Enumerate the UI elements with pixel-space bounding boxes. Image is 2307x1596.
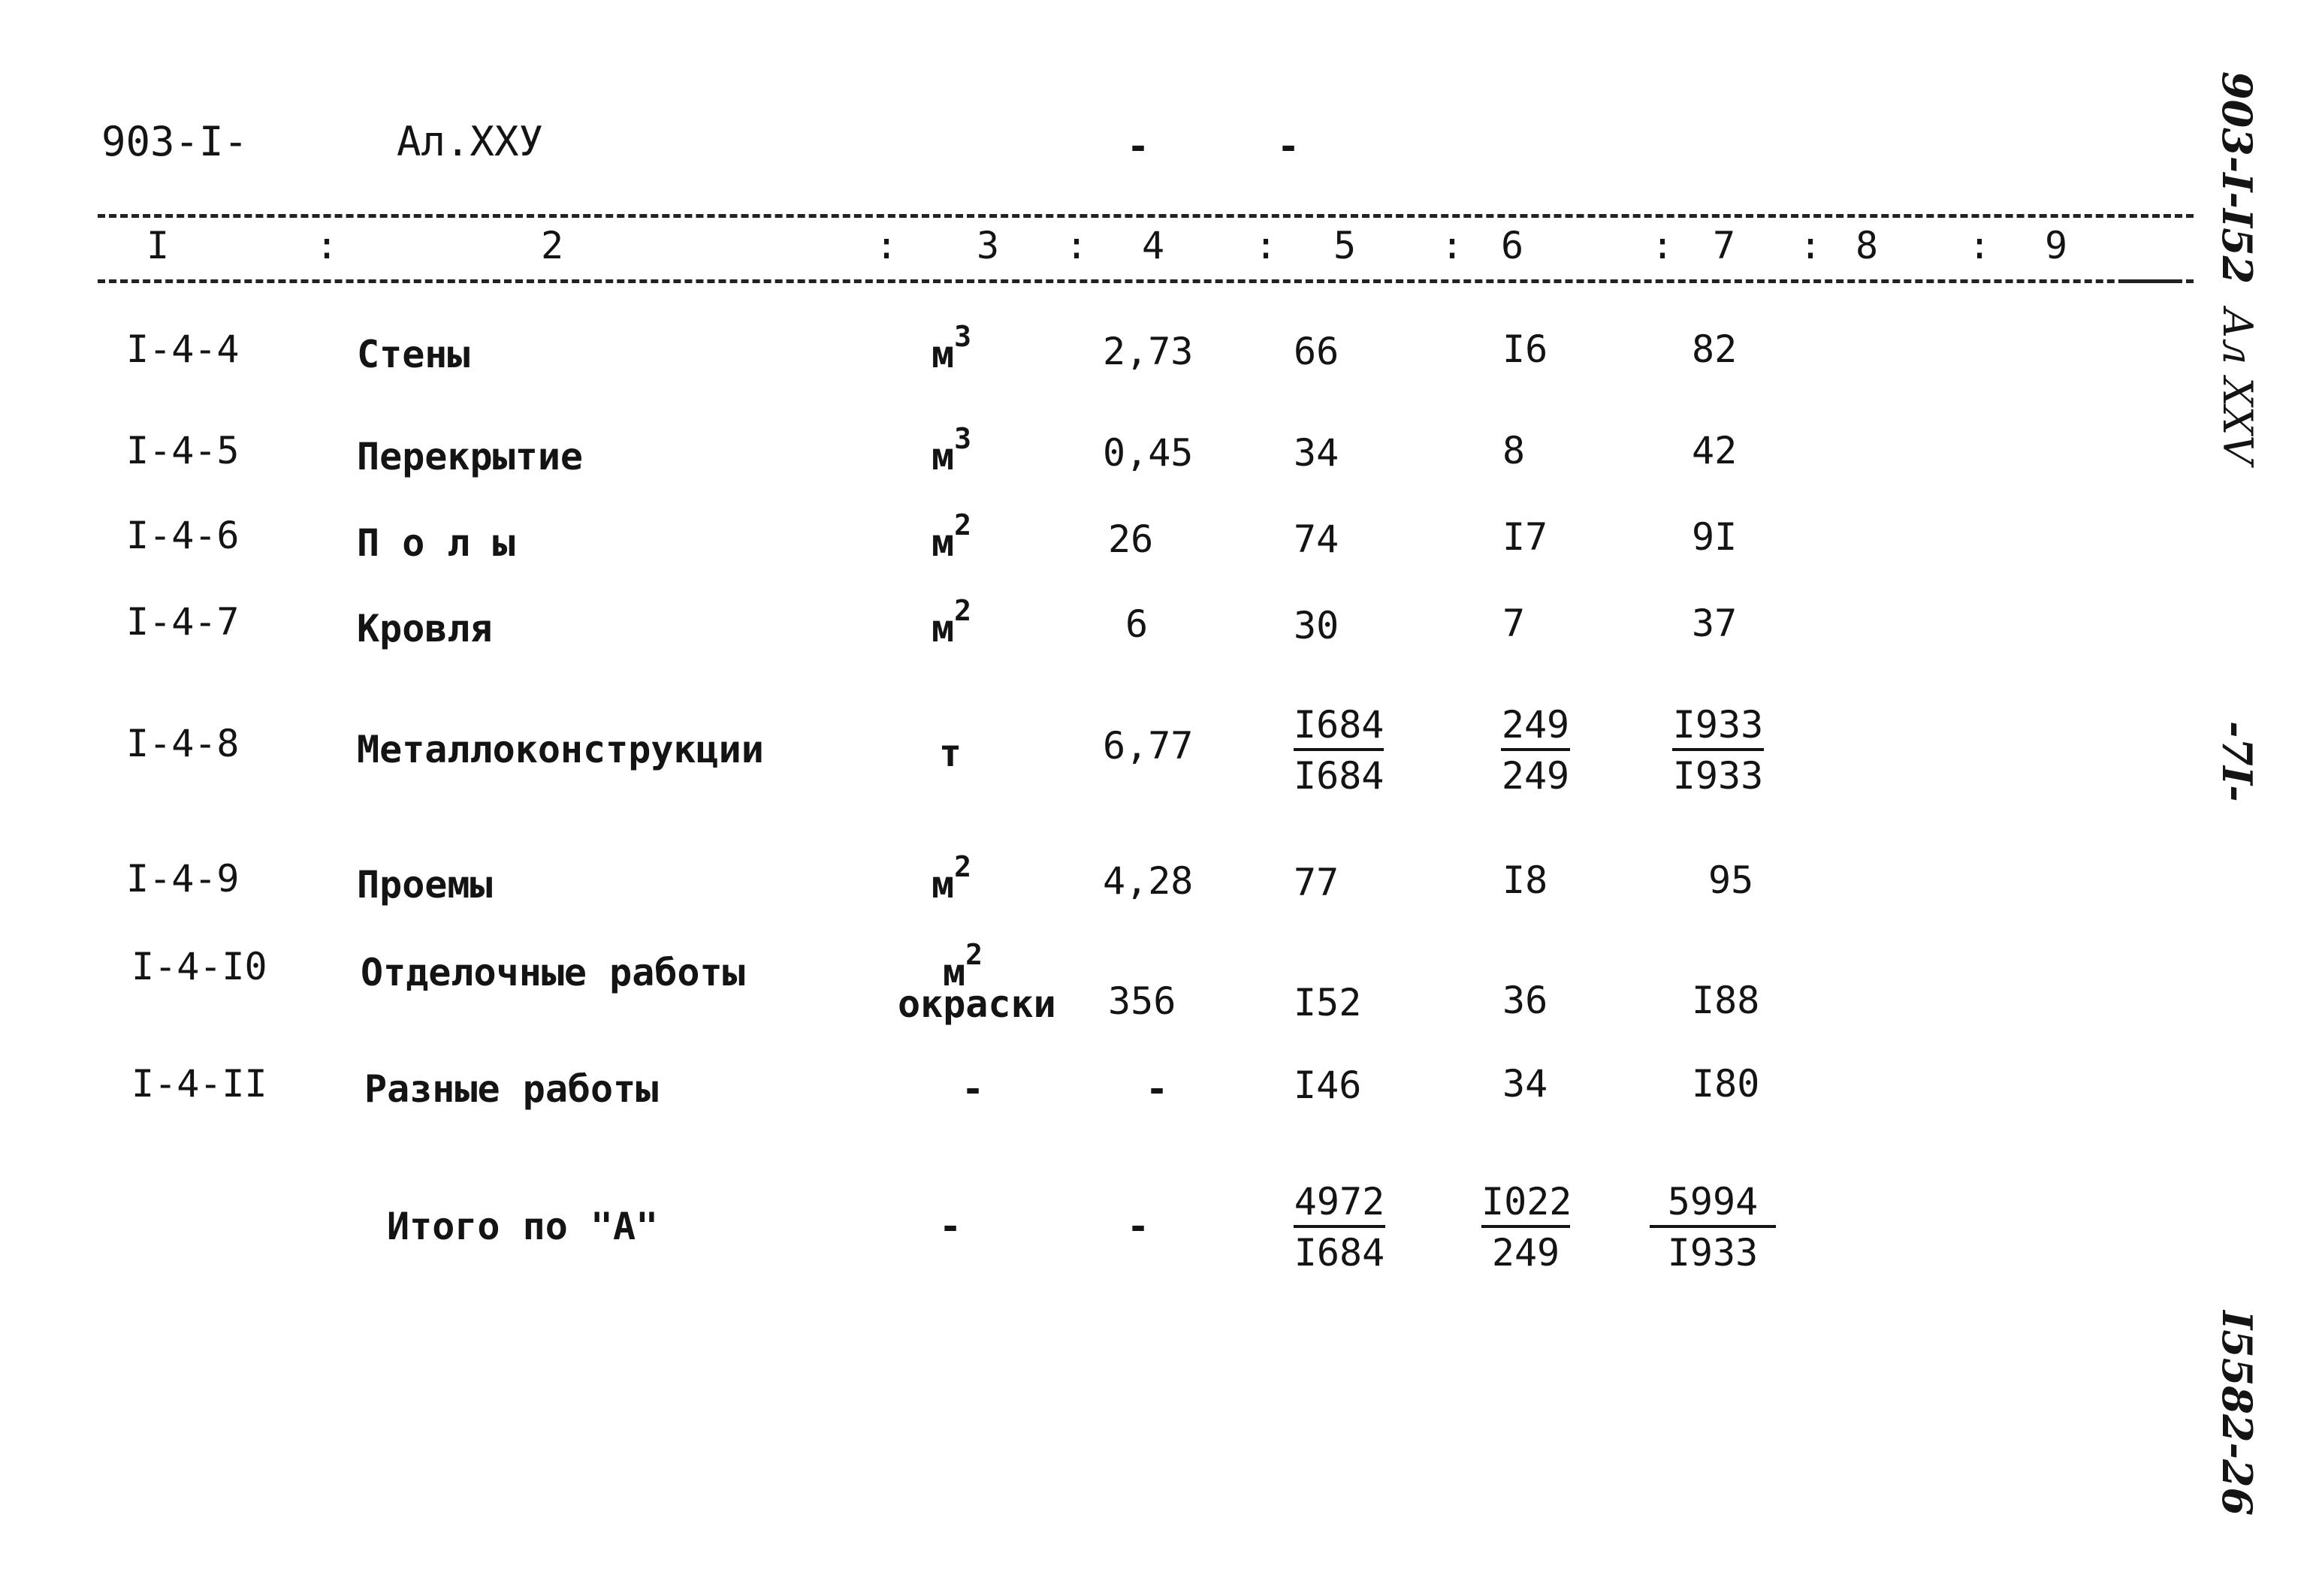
header-dash: - (1127, 125, 1150, 168)
row-unit: $м^2$ (932, 850, 971, 907)
row-col7: 42 (1692, 429, 1738, 472)
row-code: I-4-9 (126, 857, 240, 901)
row-qty: 4,28 (1103, 859, 1194, 903)
row-unit: т (939, 732, 962, 775)
header-top-rule (98, 214, 2194, 218)
row-code: I-4-II (131, 1062, 267, 1106)
row-col6: 7 (1502, 602, 1526, 645)
margin-page-number: -7I- (2213, 721, 2261, 802)
header-dash: - (1277, 125, 1300, 168)
series-number: 903-I- (101, 118, 249, 165)
row-qty: 6,77 (1103, 724, 1194, 768)
row-code: I-4-6 (126, 514, 240, 557)
row-col5: 74 (1294, 517, 1339, 561)
row-col6: I7 (1502, 515, 1548, 559)
row-col6: 34 (1502, 1062, 1548, 1106)
fraction-denominator: 249 (1501, 754, 1570, 798)
row-qty: 356 (1108, 979, 1176, 1023)
column-separator: : (1651, 224, 1674, 267)
total-unit: - (939, 1205, 962, 1248)
row-col6: 8 (1502, 429, 1526, 472)
margin-album: Ал XXV (2214, 308, 2261, 465)
fraction-numerator: I684 (1294, 706, 1384, 751)
column-separator: : (1799, 224, 1822, 267)
total-qty: - (1127, 1205, 1150, 1248)
row-name: Стены (357, 333, 470, 376)
fraction-numerator: I933 (1672, 706, 1764, 751)
row-col6: I6 (1502, 327, 1548, 371)
row-col6: I8 (1502, 858, 1548, 902)
row-unit: - (962, 1067, 985, 1111)
row-code: I-4-8 (126, 722, 240, 765)
row-name: Металлоконструкции (357, 728, 764, 771)
row-qty: - (1146, 1067, 1169, 1111)
row-col7: 82 (1692, 327, 1738, 371)
row-unit: $м^2$ (943, 938, 983, 994)
row-unit-line2: окраски (898, 982, 1056, 1026)
column-separator: : (1441, 224, 1464, 267)
row-qty: 6 (1125, 602, 1149, 646)
row-unit: $м^3$ (932, 320, 971, 376)
row-unit: $м^2$ (932, 594, 971, 650)
total-col7-fraction (1650, 1180, 1776, 1275)
total-col5-fraction (1294, 1180, 1385, 1275)
fraction-numerator: 5994 (1650, 1183, 1776, 1228)
row-col6: 36 (1502, 979, 1548, 1022)
row-name: Проемы (357, 863, 493, 907)
fraction-denominator: I933 (1672, 754, 1764, 798)
row-name: Перекрытие (357, 435, 584, 478)
row-col7: I80 (1692, 1062, 1760, 1106)
fraction-numerator: I022 (1481, 1183, 1570, 1228)
row-code: I-4-4 (126, 327, 240, 371)
fraction-numerator: 4972 (1294, 1183, 1385, 1228)
fraction-denominator: I933 (1667, 1231, 1759, 1275)
row-name: П о л ы (357, 521, 515, 565)
row-col7: 9I (1692, 515, 1738, 559)
column-header-6: 6 (1501, 224, 1524, 267)
row-col5: 30 (1294, 604, 1339, 647)
row-col5: 34 (1294, 431, 1339, 475)
row-name: Отделочные работы (361, 951, 745, 994)
fraction-numerator: 249 (1501, 706, 1570, 751)
margin-doc-code: 903-I-I52 (2213, 71, 2261, 285)
row-unit: $м^3$ (932, 422, 971, 478)
column-header-9: 9 (2045, 224, 2068, 267)
row-qty: 2,73 (1103, 330, 1194, 373)
row-col5: 66 (1294, 330, 1339, 373)
row-name: Кровля (357, 607, 493, 650)
column-header-3: 3 (977, 224, 1000, 267)
row-code: I-4-7 (126, 600, 240, 644)
album-label: Ал.XXУ (397, 118, 544, 165)
column-separator: : (316, 224, 339, 267)
column-header-1: I (146, 224, 170, 267)
total-label: Итого по "А" (387, 1205, 659, 1248)
row-col5: I46 (1294, 1063, 1362, 1107)
total-col6-fraction (1481, 1180, 1572, 1275)
column-header-7: 7 (1713, 224, 1736, 267)
fraction-denominator: I684 (1294, 754, 1385, 798)
row-col7-fraction (1672, 703, 1764, 798)
row-code: I-4-5 (126, 429, 240, 472)
column-separator: : (1968, 224, 1991, 267)
row-col7: 95 (1708, 858, 1754, 902)
row-code: I-4-I0 (131, 945, 267, 988)
row-qty: 0,45 (1103, 431, 1194, 475)
row-col5: I52 (1294, 981, 1362, 1024)
row-name: Разные работы (364, 1067, 659, 1111)
column-header-4: 4 (1142, 224, 1165, 267)
row-col7: 37 (1692, 602, 1738, 645)
header-bottom-rule (98, 279, 2194, 283)
column-separator: : (1255, 224, 1278, 267)
row-col6-fraction (1501, 703, 1570, 798)
margin-inventory-number: I5582-26 (2213, 1311, 2261, 1516)
fraction-denominator: I684 (1294, 1231, 1385, 1275)
row-col5: 77 (1294, 861, 1339, 904)
column-separator: : (1065, 224, 1089, 267)
column-separator: : (875, 224, 898, 267)
row-unit: $м^2$ (932, 508, 971, 565)
column-header-2: 2 (541, 224, 564, 267)
row-qty: 26 (1108, 517, 1154, 561)
row-col5-fraction (1294, 703, 1385, 798)
row-col7: I88 (1692, 979, 1760, 1022)
column-header-5: 5 (1333, 224, 1357, 267)
rule-segment (2118, 279, 2179, 283)
fraction-denominator: 249 (1491, 1231, 1560, 1275)
column-header-8: 8 (1856, 224, 1879, 267)
